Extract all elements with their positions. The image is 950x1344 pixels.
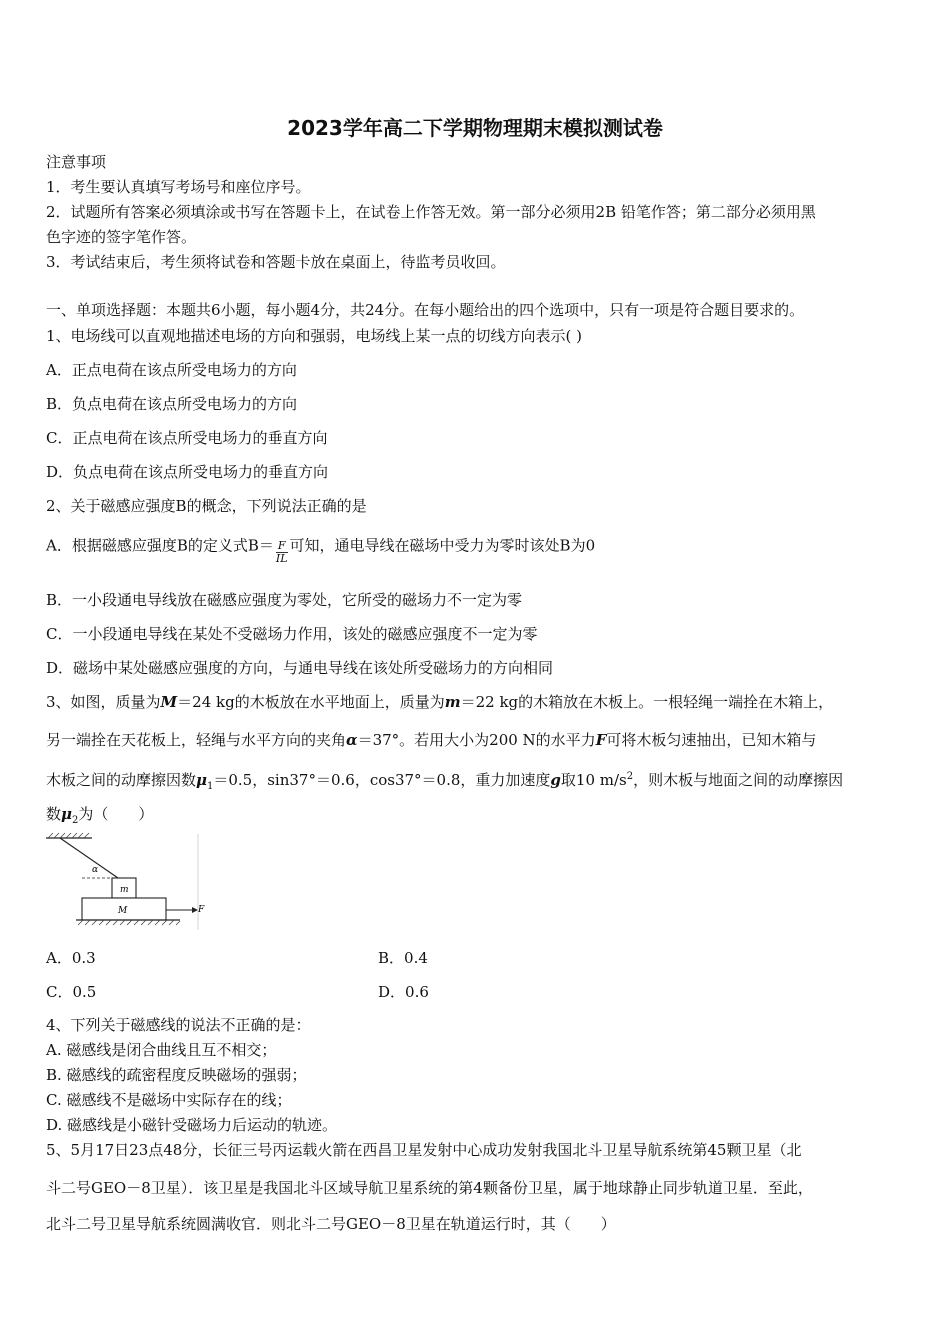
q2-option-d: D．磁场中某处磁感应强度的方向，与通电导线在该处所受磁场力的方向相同 <box>46 659 554 677</box>
rope <box>60 838 118 878</box>
label-alpha: α <box>92 865 99 875</box>
q3-option-d: D．0.6 <box>378 983 429 1001</box>
q3-stem-line-1 <box>46 692 833 712</box>
var-m: m <box>444 693 461 711</box>
subscript-2: 2 <box>72 815 79 826</box>
label-F: F <box>198 905 205 915</box>
q2-stem: 2、关于磁感应强度B的概念，下列说法正确的是 <box>46 497 367 515</box>
q1-option-a: A．正点电荷在该点所受电场力的方向 <box>46 361 297 379</box>
q3-text: 木板之间的动摩擦因数 <box>46 771 197 789</box>
q3-text: 3、如图，质量为 <box>46 693 161 711</box>
superscript-2: 2 <box>626 771 634 782</box>
q2-a-pre: A．根据磁感应强度B的定义式B＝ <box>46 536 274 555</box>
q3-text: ＝22 kg的木箱放在木板上。一根轻绳一端拴在木箱上， <box>460 693 834 711</box>
q3-stem-line-3 <box>46 767 843 797</box>
notice-heading: 注意事项 <box>46 153 107 171</box>
notice-item-3: 3．考试结束后，考生须将试卷和答题卡放在桌面上，待监考员收回。 <box>46 253 506 271</box>
var-g: g <box>550 771 561 789</box>
var-mu: μ <box>196 771 207 789</box>
q2-option-a <box>46 534 596 565</box>
q1-stem: 1、电场线可以直观地描述电场的方向和强弱，电场线上某一点的切线方向表示( ) <box>46 327 583 345</box>
notice-item-2-cont: 色字迹的签字笔作答。 <box>46 228 197 246</box>
q2-option-c: C．一小段通电导线在某处不受磁场力作用，该处的磁感应强度不一定为零 <box>46 625 538 643</box>
q1-option-d: D．负点电荷在该点所受电场力的垂直方向 <box>46 463 329 481</box>
q3-stem-line-4 <box>46 804 153 831</box>
q4-option-d: D. 磁感线是小磁针受磁场力后运动的轨迹。 <box>46 1116 338 1134</box>
q3-text: 数 <box>46 805 62 823</box>
q1-option-b: B．负点电荷在该点所受电场力的方向 <box>46 395 298 413</box>
q3-text: ，则木板与地面之间的动摩擦因 <box>633 771 844 789</box>
q3-option-c: C．0.5 <box>46 983 97 1001</box>
notice-item-2: 2．试题所有答案必须填涂或书写在答题卡上，在试卷上作答无效。第一部分必须用2B 铅笔作答；第二部分必须用黑 <box>46 203 816 221</box>
q2-a-post: 可知，通电导线在磁场中受力为零时该处B为0 <box>289 536 596 555</box>
label-M: M <box>118 906 128 916</box>
q3-text: 取10 m/s <box>560 771 627 789</box>
q1-option-c: C．正点电荷在该点所受电场力的垂直方向 <box>46 429 328 447</box>
q3-text: 另一端拴在天花板上，轻绳与水平方向的夹角 <box>46 731 347 749</box>
q3-text: ＝0.5，sin37°＝0.6，cos37°＝0.8，重力加速度 <box>213 771 551 789</box>
fraction-numerator: F <box>276 540 288 553</box>
q3-text: 为（ ） <box>78 805 154 823</box>
q3-text: ＝24 kg的木板放在水平地面上，质量为 <box>177 693 445 711</box>
ceiling-hatch <box>48 833 89 838</box>
q5-stem-line-3: 北斗二号卫星导航系统圆满收官．则北斗二号GEO－8卫星在轨道运行时，其（ ） <box>46 1215 616 1233</box>
q4-stem: 4、下列关于磁感线的说法不正确的是： <box>46 1016 311 1034</box>
notice-item-1: 1．考生要认真填写考场号和座位序号。 <box>46 178 311 196</box>
q3-figure-board-box <box>40 832 205 932</box>
q2-a-fraction <box>276 540 288 565</box>
var-F: F <box>595 731 607 749</box>
exam-title: 2023学年高二下学期物理期末模拟测试卷 <box>287 116 663 140</box>
q3-stem-line-2 <box>46 730 816 750</box>
label-m: m <box>120 885 129 895</box>
fraction-denominator: IL <box>275 552 288 565</box>
var-mu: μ <box>61 805 72 823</box>
q3-option-a: A．0.3 <box>46 949 96 967</box>
q3-option-b: B．0.4 <box>378 949 428 967</box>
q4-option-a: A. 磁感线是闭合曲线且互不相交； <box>46 1041 277 1059</box>
q5-stem-line-2: 斗二号GEO－8卫星）．该卫星是我国北斗区域导航卫星系统的第4颗备份卫星，属于地球静止同步轨道卫星．至此， <box>46 1179 813 1197</box>
q3-text: 可将木板匀速抽出，已知木箱与 <box>606 731 817 749</box>
section-1-heading: 一、单项选择题：本题共6小题，每小题4分，共24分。在每小题给出的四个选项中，只有一项是符合题目要求的。 <box>46 301 805 319</box>
var-alpha: α <box>346 731 358 749</box>
q4-option-b: B. 磁感线的疏密程度反映磁场的强弱； <box>46 1066 307 1084</box>
var-M: M <box>160 693 178 711</box>
q3-text: ＝37°。若用大小为200 N的水平力 <box>357 731 596 749</box>
subscript-1: 1 <box>207 781 214 792</box>
ground-hatch <box>78 920 180 925</box>
q4-option-c: C. 磁感线不是磁场中实际存在的线； <box>46 1091 292 1109</box>
q2-option-b: B．一小段通电导线放在磁感应强度为零处，它所受的磁场力不一定为零 <box>46 591 523 609</box>
q5-stem-line-1: 5、5月17日23点48分，长征三号丙运载火箭在西昌卫星发射中心成功发射我国北斗卫星导航系统第45颗卫星（北 <box>46 1141 802 1159</box>
